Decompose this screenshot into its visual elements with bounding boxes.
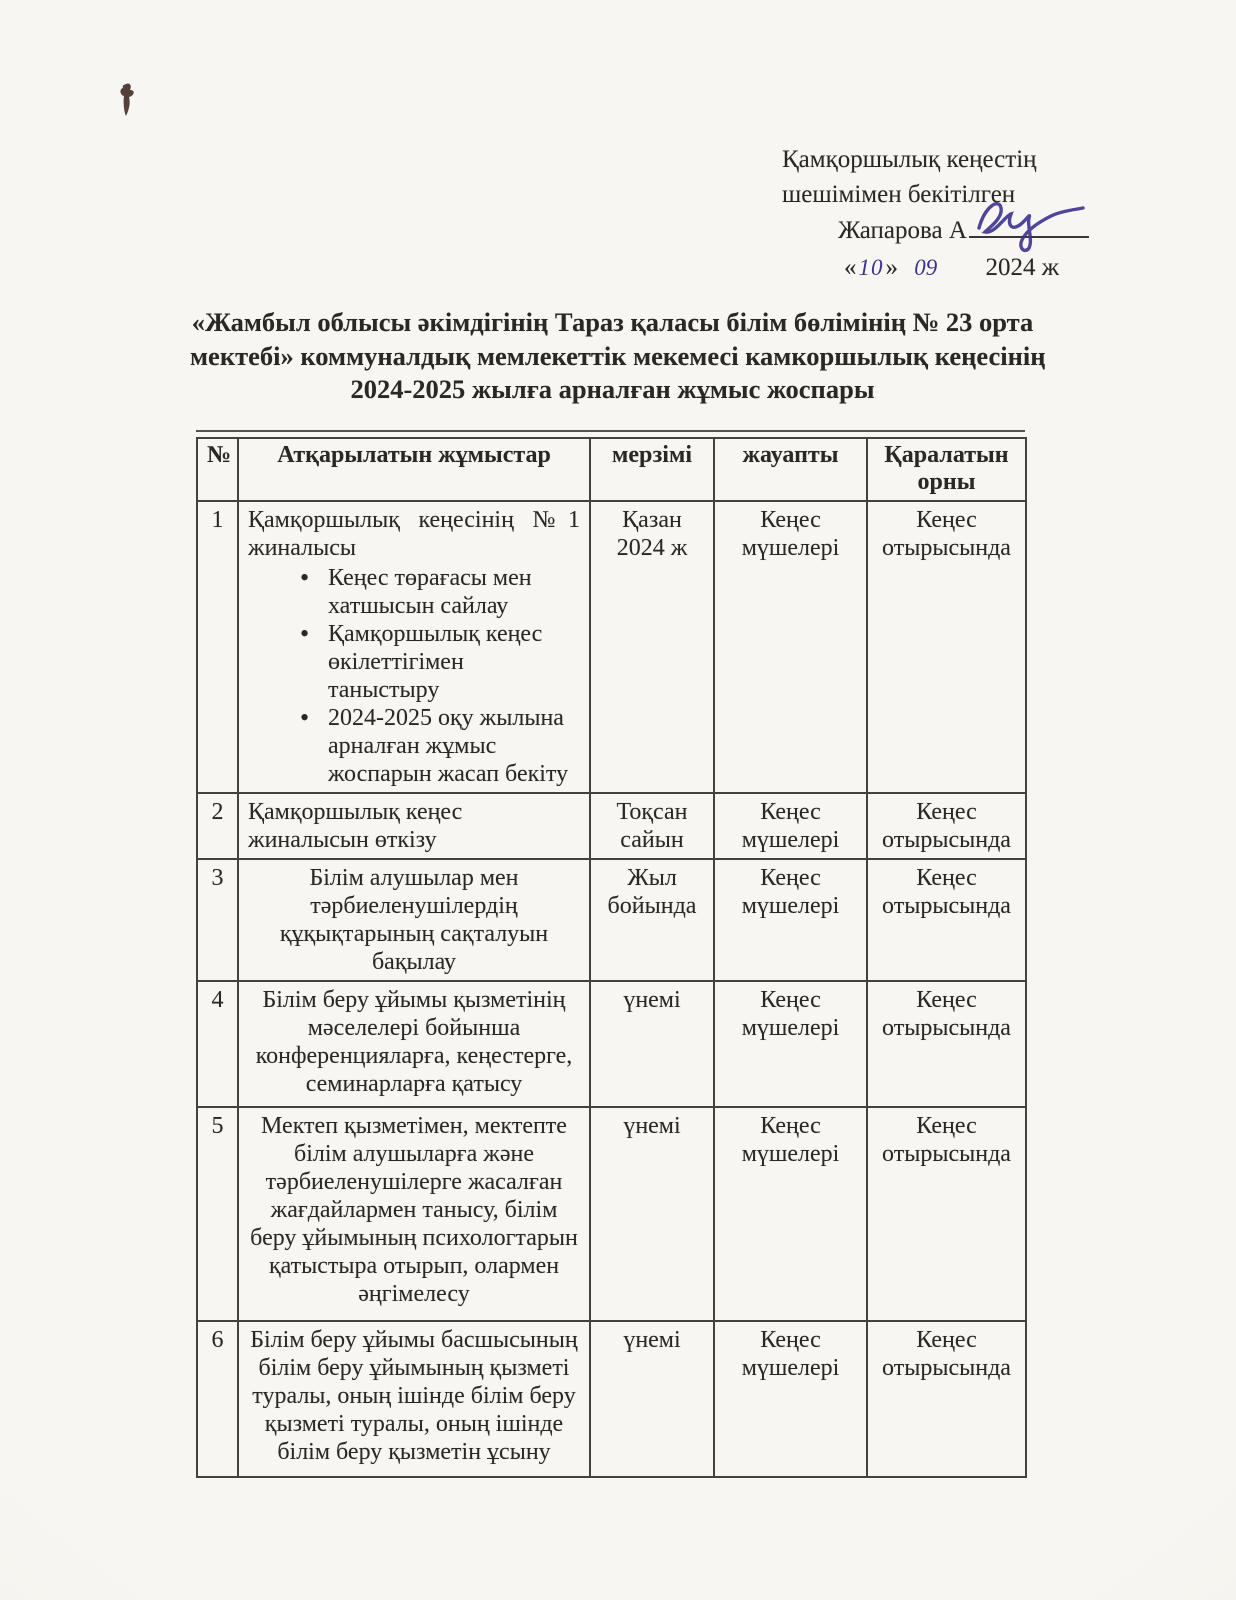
term-cell: Тоқсан сайын xyxy=(590,793,714,859)
approval-text-line-1: Қамқоршылық кеңестің xyxy=(782,146,1037,173)
row-number: 1 xyxy=(197,501,238,793)
task-bullet: • Қамқоршылық кеңес өкілеттігімен таныстыру xyxy=(300,620,580,704)
responsible-cell: Кеңес мүшелері xyxy=(714,1107,867,1321)
task-cell xyxy=(238,501,590,793)
task-cell: Білім беру ұйымы басшысының білім беру ұйымының қызметі туралы, оның ішінде білім беру қызметі туралы, оның ішінде білім беру қызметін ұсыну xyxy=(238,1321,590,1477)
place-cell: Кеңес отырысында xyxy=(867,981,1026,1107)
date-year: 2024 ж xyxy=(985,254,1060,281)
title-line-3: 2024-2025 жылға арналған жұмыс жоспары xyxy=(350,374,875,404)
term-cell: үнемі xyxy=(590,981,714,1107)
task-text: Қамқоршылық кеңесінің №1 жиналысы xyxy=(248,507,580,561)
row-number: 4 xyxy=(197,981,238,1107)
place-cell: Кеңес отырысында xyxy=(867,1321,1026,1477)
task-cell: Мектеп қызметімен, мектепте білім алушыларға және тәрбиеленушілерге жасалған жағдайлармен танысу, білім беру ұйымының психологтарын қатыстыра отырып, олармен әңгімелесу xyxy=(238,1107,590,1321)
task-bullet: • 2024-2025 оқу жылына арналған жұмыс жоспарын жасап бекіту xyxy=(300,704,580,788)
table-header-row xyxy=(197,438,1026,501)
header-term: мерзімі xyxy=(590,438,714,501)
place-cell: Кеңес отырысында xyxy=(867,793,1026,859)
term-cell: үнемі xyxy=(590,1107,714,1321)
place-cell: Кеңес отырысында xyxy=(867,859,1026,981)
close-quote: » xyxy=(885,254,898,281)
task-bullet-list xyxy=(248,564,580,788)
table-row-1 xyxy=(197,501,1026,793)
approval-text-line-2: шешімімен бекітілген xyxy=(782,181,1016,208)
handwritten-day: 10 xyxy=(858,255,884,280)
responsible-cell: Кеңес мүшелері xyxy=(714,981,867,1107)
handwritten-month: 09 xyxy=(914,255,938,280)
term-cell: үнемі xyxy=(590,1321,714,1477)
table-row-2 xyxy=(197,793,1026,859)
signature-line xyxy=(969,232,1089,238)
responsible-cell: Кеңес мүшелері xyxy=(714,501,867,793)
work-plan-table xyxy=(196,437,1027,1478)
task-cell: Білім алушылар мен тәрбиеленушілердің құқықтарының сақталуын бақылау xyxy=(238,859,590,981)
title-line-2: мектебі» коммуналдық мемлекеттік мекемесі камкоршылық кеңесінің xyxy=(190,340,1046,371)
responsible-cell: Кеңес мүшелері xyxy=(714,1321,867,1477)
document-title xyxy=(190,306,1046,407)
task-cell: Білім беру ұйымы қызметінің мәселелері бойынша конференцияларға, кеңестерге, семинарларға қатысу xyxy=(238,981,590,1107)
open-quote: « xyxy=(844,254,857,281)
row-number: 2 xyxy=(197,793,238,859)
approval-block xyxy=(782,142,1112,285)
header-responsible: жауапты xyxy=(714,438,867,501)
table-row-3 xyxy=(197,859,1026,981)
term-cell: Жыл бойында xyxy=(590,859,714,981)
responsible-cell: Кеңес мүшелері xyxy=(714,793,867,859)
table-top-rule xyxy=(196,430,1025,432)
title-line-1: «Жамбыл облысы әкімдігінің Тараз қаласы білім бөлімінің № 23 орта xyxy=(191,307,1034,337)
ink-blot xyxy=(112,78,142,126)
header-number: № xyxy=(197,438,238,501)
responsible-cell: Кеңес мүшелері xyxy=(714,859,867,981)
task-cell: Қамқоршылық кеңес жиналысын өткізу xyxy=(238,793,590,859)
approval-date-line xyxy=(844,250,1112,285)
table-row-4 xyxy=(197,981,1026,1107)
term-cell: Қазан 2024 ж xyxy=(590,501,714,793)
approver-name: Жапарова А xyxy=(838,217,967,244)
row-number: 3 xyxy=(197,859,238,981)
task-bullet: • Кеңес төрағасы мен хатшысын сайлау xyxy=(300,564,580,620)
header-place: Қаралатын орны xyxy=(867,438,1026,501)
table-row-6 xyxy=(197,1321,1026,1477)
place-cell: Кеңес отырысында xyxy=(867,1107,1026,1321)
table-row-5 xyxy=(197,1107,1026,1321)
approval-name-line xyxy=(838,213,1112,248)
place-cell: Кеңес отырысында xyxy=(867,501,1026,793)
signature-scribble xyxy=(971,188,1111,240)
row-number: 6 xyxy=(197,1321,238,1477)
header-tasks: Атқарылатын жұмыстар xyxy=(238,438,590,501)
row-number: 5 xyxy=(197,1107,238,1321)
